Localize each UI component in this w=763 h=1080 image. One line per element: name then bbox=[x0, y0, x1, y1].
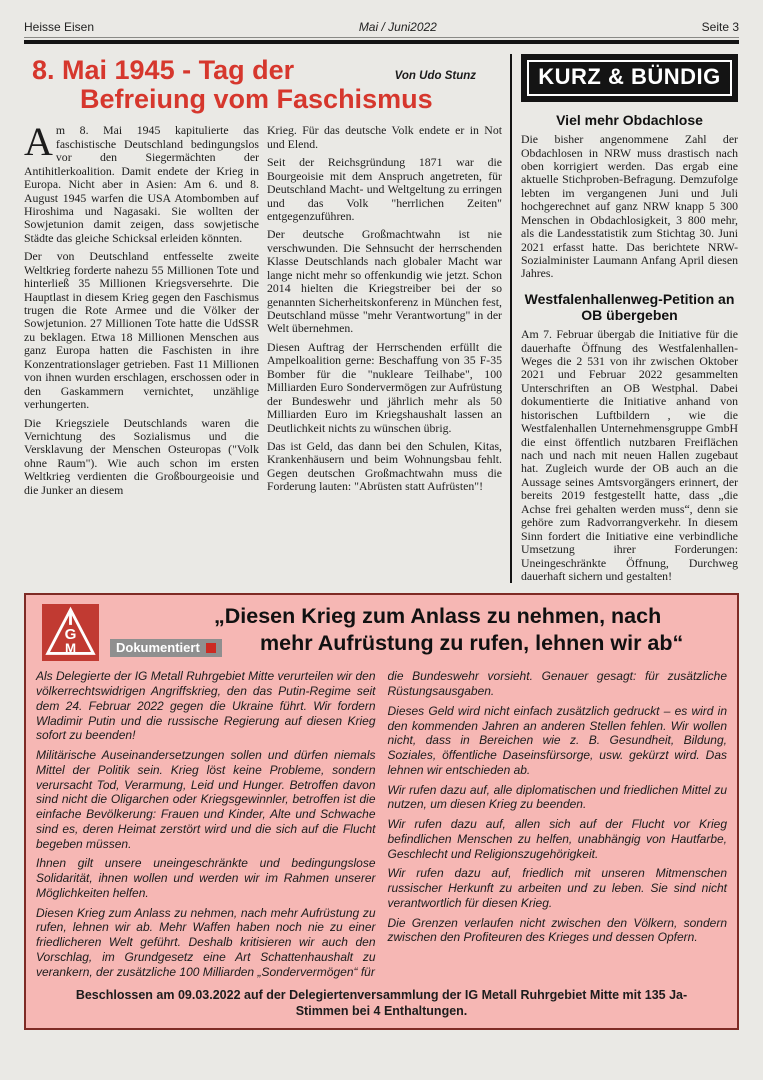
statement-header bbox=[36, 603, 727, 665]
statement-paragraph: die Bundeswehr vorsieht. Genauer gesagt: für zusätzliche Rüstungsausgaben. bbox=[387, 669, 727, 699]
sidebar-item-title: Viel mehr Obdachlose bbox=[556, 112, 703, 128]
article-paragraph-text: m 8. Mai 1945 kapitulierte das faschistische Deutschland bedingungslos vor den Siegermächten der Antihitlerkoalition. Damit endete der Krieg in Europa. Nicht aber in Asien: Am 6. und 8. August 1945 warfen die USA Atombomben auf Hiroshima und Nagasaki. Sie wollten der Sowjetunion damit zeigen, dass sowjetische Städte das gleiche Schicksal erleiden könnten. bbox=[24, 123, 259, 245]
statement-resolution-note: Beschlossen am 09.03.2022 auf der Delegiertenversammlung der IG Metall Ruhrgebiet Mitte mit 135 Ja-Stimmen bei 4 Enthaltungen. bbox=[75, 988, 688, 1019]
newspaper-name: Heisse Eisen bbox=[24, 20, 95, 34]
statement-title-line2: mehr Aufrüstung zu rufen, lehnen wir ab“ bbox=[260, 631, 684, 656]
ig-metall-statement-box bbox=[24, 593, 739, 1029]
article-title-line2: Befreiung vom Faschismus bbox=[80, 84, 433, 115]
statement-paragraph: Diesen Krieg zum Anlass zu nehmen, nach mehr Aufrüstung zu rufen, lehnen wir ab. Mehr Waffen haben noch nie zu einer friedlicheren Welt geführt. Deshalb kritisieren wir auch den Vorschlag, im Grundgesetz eine Art Schattenhaushalt zu verankern, der zusätzliche 100 Milliarden „Sondervermögen“ für bbox=[36, 905, 376, 979]
sidebar-items bbox=[521, 112, 738, 583]
sidebar-item-body: Am 7. Februar übergab die Initiative für die dauerhafte Öffnung des Westfalenhallen-Weges die 2 531 von ihr zwischen Oktober 2021 und Februar 2022 gesammelten Unterschriften an OB Westphal. Dabei dokumentierte die Initiative anhand von historischen Luftbildern , wie die Westfalenhallen Unternehmensgruppe GmbH die einst öffentlich nutzbaren Freiflächen nach und nach mit neuen Hallen zugebaut hat. Zugleich wurde der OB auch an die Aussage seines Amtsvorgängers erinnert, der bereits 2019 festgestellt hatte, dass „die Achse frei gehalten werden muss“, denn sie gehöre zum Radvorrangverkehr. In diesem Sinn fordert die Initiative eine verbindliche Umsetzung ihrer Forderungen: Uneingeschränkte Öffnung, Durchweg dauerhaft sichern und gestalten! bbox=[521, 327, 738, 583]
svg-text:G: G bbox=[64, 626, 77, 644]
article-paragraph: Das ist Geld, das dann bei den Schulen, Kitas, Krankenhäusern und beim Wohnungsbau fehlt. Gegen deutschen Großmachtwahn muss die Forderung lauten: "Abrüsten statt Aufrüsten"! bbox=[267, 438, 502, 494]
ig-metall-logo-icon bbox=[42, 604, 99, 661]
dropcap-letter: A bbox=[24, 119, 53, 165]
article-paragraph: Der deutsche Großmachtwahn ist nie verschwunden. Die Sehnsucht der herrschenden Klasse Deutschlands nach globaler Macht war lange nicht mehr so offenkundig wie jetzt. Schon 2014 hielten die Kriegstreiber bei der so genannten Sicherheitskonferenz in München fest, Deutschland müsse "mehr Verantwortung" in der Welt übernehmen. bbox=[267, 227, 502, 336]
statement-columns bbox=[36, 669, 727, 984]
sidebar-item-body: Die bisher angenommene Zahl der Obdachlosen in NRW muss drastisch nach oben korrigiert werden. Das ergab eine aktuelle Stichproben-Befragung. Demzufolge lebten im vergangenen Juni und Juli hochgerechnet auf ganz NRW knapp 5 300 Menschen in Obdachlosigkeit, 3 800 mehr, als die Landesstatistik zum Stichtag 30. Juni 2021 erfasst hatte. Das berichtete NRW-Sozialminister Laumann Anfang April diesen Jahres. bbox=[521, 132, 738, 281]
svg-text:M: M bbox=[64, 640, 77, 656]
article-title-line1: 8. Mai 1945 - Tag der bbox=[32, 55, 295, 85]
article-title-block bbox=[24, 54, 502, 124]
statement-title-line1: „Diesen Krieg zum Anlass zu nehmen, nach bbox=[214, 604, 662, 629]
issue-date: Mai / Juni2022 bbox=[358, 20, 437, 34]
kurz-und-buendig-sidebar bbox=[510, 54, 738, 583]
sidebar-news-item bbox=[521, 291, 738, 584]
article-paragraph: Die Kriegsziele Deutschlands waren die Vernichtung des Sozialismus und die Versklavung der Menschen Osteuropas ("Volk ohne Raum"). Wie auch schon im ersten Weltkrieg verdienten die Großbourgeoisie und die Junker an diesem bbox=[24, 415, 259, 497]
sidebar-item-title: Westfalenhallenweg-Petition an OB übergeben bbox=[524, 290, 735, 323]
statement-paragraph: Militärische Auseinandersetzungen sollen und dürfen niemals Mittel der Politik sein. Krieg löst keine Probleme, sondern verursacht Tod, Verarmung, Leid und Hunger. Betroffen davon sind nicht die Oligarchen oder Kriegsgewinnler, betroffen ist die einfache Bevölkerung: Frauen und Kinder, Alte und Schwache sind es, deren Heimat zerstört wird und die sich auf die Flucht begeben müssen. bbox=[36, 748, 376, 851]
dokumentiert-badge-label: Dokumentiert bbox=[116, 640, 200, 656]
article-paragraph: Der von Deutschland entfesselte zweite Weltkrieg forderte nahezu 55 Millionen Tote und hinterließ 35 Millionen Kriegsversehrte. Die Hauptlast in diesem Krieg gegen den Faschismus trugen die Rote Armee und die Völker der Sowjetunion. 27 Millionen Tote hatte die UdSSR zu beklagen. Etwa 18 Millionen Menschen aus ganz Europa hatten die Faschisten in ihre Konzentrationslager getrieben. Fast 11 Millionen von ihnen wurden erschlagen, erschossen oder in den Gaskammern vernichtet, unzählige verhungerten. bbox=[24, 249, 259, 412]
main-content bbox=[24, 54, 739, 583]
page-number: Seite 3 bbox=[701, 20, 739, 34]
sidebar-news-item bbox=[521, 112, 738, 281]
statement-column-2 bbox=[388, 669, 728, 984]
statement-paragraph: Ihnen gilt unsere uneingeschränkte und bedingungslose Solidarität, ihnen wollen und werden wir im Rahmen unserer Möglichkeiten helfen. bbox=[36, 856, 376, 900]
dokumentiert-badge bbox=[110, 639, 222, 657]
statement-paragraph: Wir rufen dazu auf, allen sich auf der Flucht vor Krieg befindlichen Menschen zu helfen, unabhängig von Hautfarbe, Geschlecht und Religionszugehörigkeit. bbox=[387, 817, 727, 861]
article-column-1 bbox=[24, 119, 259, 583]
sidebar-title: KURZ & BÜNDIG bbox=[527, 60, 732, 96]
article-column-2 bbox=[267, 124, 502, 583]
article-paragraph: Seit der Reichsgründung 1871 war die Bourgeoisie mit dem Anspruch angetreten, für Deutschland Macht- und Weltgeltung zu erringen und das Volk "herrlichen Zeiten" entgegenzuführen. bbox=[267, 155, 502, 223]
statement-paragraph: Dieses Geld wird nicht einfach zusätzlich gedruckt – es wird in den kommenden Jahren an anderen Stellen fehlen. Wir wollen nicht, dass in Bereichen wie z. B. Gesundheit, Bildung, Soziales, öffentliche Daseinsfürsorge, usw. gekürzt wird. Das lehnen wir entschieden ab. bbox=[387, 703, 727, 777]
article-byline: Von Udo Stunz bbox=[394, 70, 476, 82]
statement-paragraph: Als Delegierte der IG Metall Ruhrgebiet Mitte verurteilen wir den völkerrechtswidrigen Angriffskrieg, den das Putin-Regime seit dem 24. Februar 2022 gegen die Ukraine führt. Wir fordern Wladimir Putin und die russische Regierung auf diesen Krieg sofort zu beenden! bbox=[36, 669, 376, 743]
sidebar-title-box bbox=[521, 54, 738, 102]
article-column-1-rest bbox=[24, 250, 259, 497]
article-paragraph: Diesen Auftrag der Herrschenden erfüllt die Ampelkoalition gerne: Beschaffung von 35 F-35 Bomber für die "nukleare Teilhabe", 100 Milliarden Euro Sondervermögen zur Aufrüstung der Bundeswehr und jährlich mehr als 50 Milliarden Euro im Kriegshaushalt lassen an Deutlichkeit nichts zu wünschen übrig. bbox=[267, 339, 502, 435]
article-paragraph bbox=[24, 119, 259, 245]
red-square-icon bbox=[206, 643, 216, 653]
header-rule bbox=[24, 40, 739, 44]
statement-paragraph: Wir rufen dazu auf, friedlich mit unseren Mitmenschen russischer Herkunft zu arbeiten und zu leben. Sie sind nicht verantwortlich für diesen Krieg. bbox=[387, 866, 727, 910]
statement-paragraph: Wir rufen dazu auf, alle diplomatischen und friedlichen Mittel zu nutzen, um diesen Krieg zu beenden. bbox=[387, 782, 727, 812]
statement-paragraph: Die Grenzen verlaufen nicht zwischen den Völkern, sondern zwischen den Profiteuren des Krieges und dessen Opfern. bbox=[387, 915, 727, 945]
page-header bbox=[24, 20, 739, 38]
article-paragraph: Krieg. Für das deutsche Volk endete er in Not und Elend. bbox=[267, 123, 502, 151]
statement-column-1 bbox=[36, 669, 376, 984]
